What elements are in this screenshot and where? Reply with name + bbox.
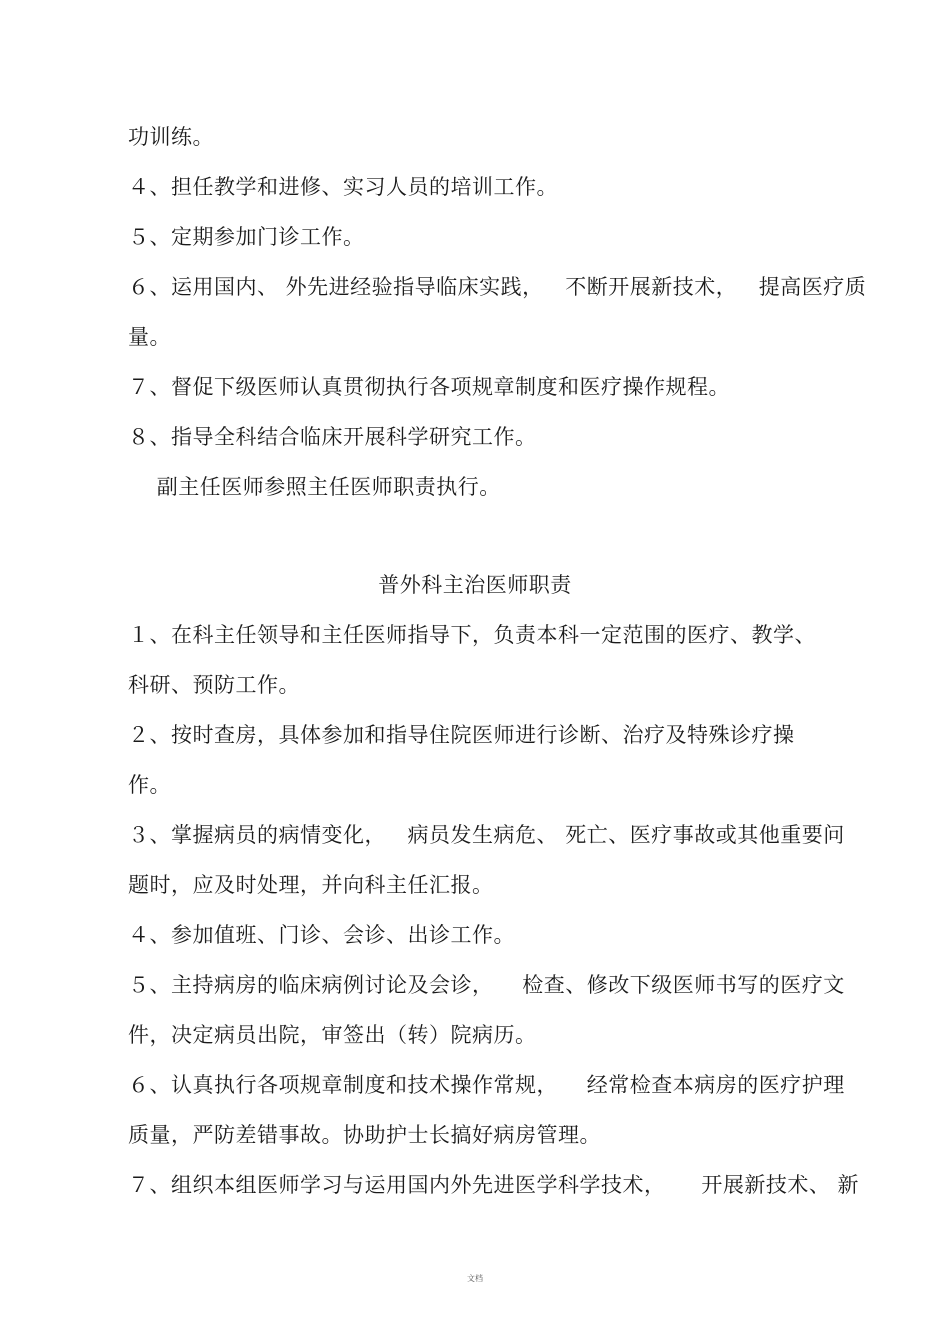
text-line: 副主任医师参照主任医师职责执行。 bbox=[128, 475, 501, 499]
section-title: 普外科主治医师职责 bbox=[378, 573, 572, 597]
text-line: ２、按时查房，具体参加和指导住院医师进行诊断、治疗及特殊诊疗操 bbox=[128, 723, 795, 747]
text-line: ６、运用国内、 外先进经验指导临床实践， 不断开展新技术， 提高医疗质 bbox=[128, 275, 867, 299]
text-line: 科研、预防工作。 bbox=[128, 673, 300, 697]
page-footer: 文档 bbox=[467, 1274, 483, 1283]
text-line: ８、指导全科结合临床开展科学研究工作。 bbox=[128, 425, 537, 449]
text-line: ４、参加值班、门诊、会诊、出诊工作。 bbox=[128, 923, 515, 947]
text-line: ５、主持病房的临床病例讨论及会诊， 检查、修改下级医师书写的医疗文 bbox=[128, 973, 845, 997]
text-line: ６、认真执行各项规章制度和技术操作常规， 经常检查本病房的医疗护理 bbox=[128, 1073, 845, 1097]
text-line: 题时，应及时处理，并向科主任汇报。 bbox=[128, 873, 494, 897]
text-line: ７、督促下级医师认真贯彻执行各项规章制度和医疗操作规程。 bbox=[128, 375, 730, 399]
text-line: ４、担任教学和进修、实习人员的培训工作。 bbox=[128, 175, 558, 199]
text-line: 功训练。 bbox=[128, 125, 214, 149]
text-line: 作。 bbox=[128, 773, 171, 797]
text-line: 件，决定病员出院，审签出（转）院病历。 bbox=[128, 1023, 537, 1047]
text-line: 质量，严防差错事故。协助护士长搞好病房管理。 bbox=[128, 1123, 601, 1147]
text-line: ５、定期参加门诊工作。 bbox=[128, 225, 365, 249]
text-line: ３、掌握病员的病情变化， 病员发生病危、 死亡、医疗事故或其他重要问 bbox=[128, 823, 845, 847]
text-line: １、在科主任领导和主任医师指导下，负责本科一定范围的医疗、教学、 bbox=[128, 623, 816, 647]
text-line: ７、组织本组医师学习与运用国内外先进医学科学技术， 开展新技术、 新 bbox=[128, 1173, 860, 1197]
text-line: 量。 bbox=[128, 325, 171, 349]
